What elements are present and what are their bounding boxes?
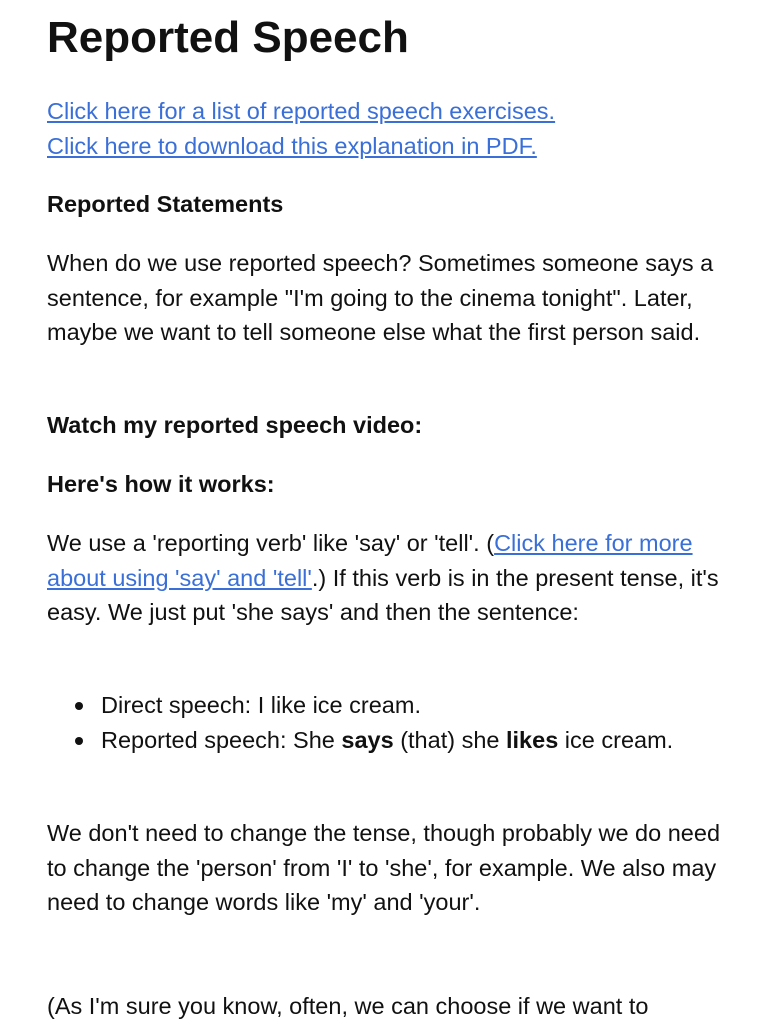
reported-speech-text: ice cream. [558,726,674,753]
direct-speech-text: Direct speech: I like ice cream. [101,692,421,718]
reporting-verb-paragraph [47,526,727,630]
paragraph-text: We use a 'reporting verb' like 'say' or 'tell'. ( [47,530,495,556]
reported-speech-text: (that) she [393,726,506,753]
section-heading-reported-statements: Reported Statements [47,191,284,217]
video-heading: Watch my reported speech video: [47,412,423,438]
list-item-reported-speech [47,723,727,758]
how-it-works-heading: Here's how it works: [47,471,275,497]
list-item-direct-speech [47,688,727,723]
page-title: Reported Speech [47,13,409,62]
paragraph-text: .) If this verb is in the present tense, it's easy. We just put 'she says' and then the sentence: [47,564,719,626]
reported-speech-text: Reported speech: She [101,726,342,753]
pdf-download-link[interactable]: Click here to download this explanation in PDF. [47,132,537,159]
exercises-link[interactable]: Click here for a list of reported speech exercises. [47,98,556,124]
tense-paragraph: We don't need to change the tense, though probably we do need to change the 'person' from 'I' to 'she', for example. We also may need to change words like 'my' and 'your'. [47,820,721,916]
bold-likes: likes [506,726,559,753]
say-tell-link[interactable]: Click here for more about using 'say' and 'tell' [47,530,693,591]
resource-links [47,94,727,163]
bold-says: says [341,726,394,753]
intro-paragraph: When do we use reported speech? Sometimes someone says a sentence, for example "I'm going to the cinema tonight". Later, maybe we want to tell someone else what the first person said. [47,250,714,346]
choice-paragraph: (As I'm sure you know, often, we can choose if we want to [47,993,649,1019]
example-list [47,688,727,757]
